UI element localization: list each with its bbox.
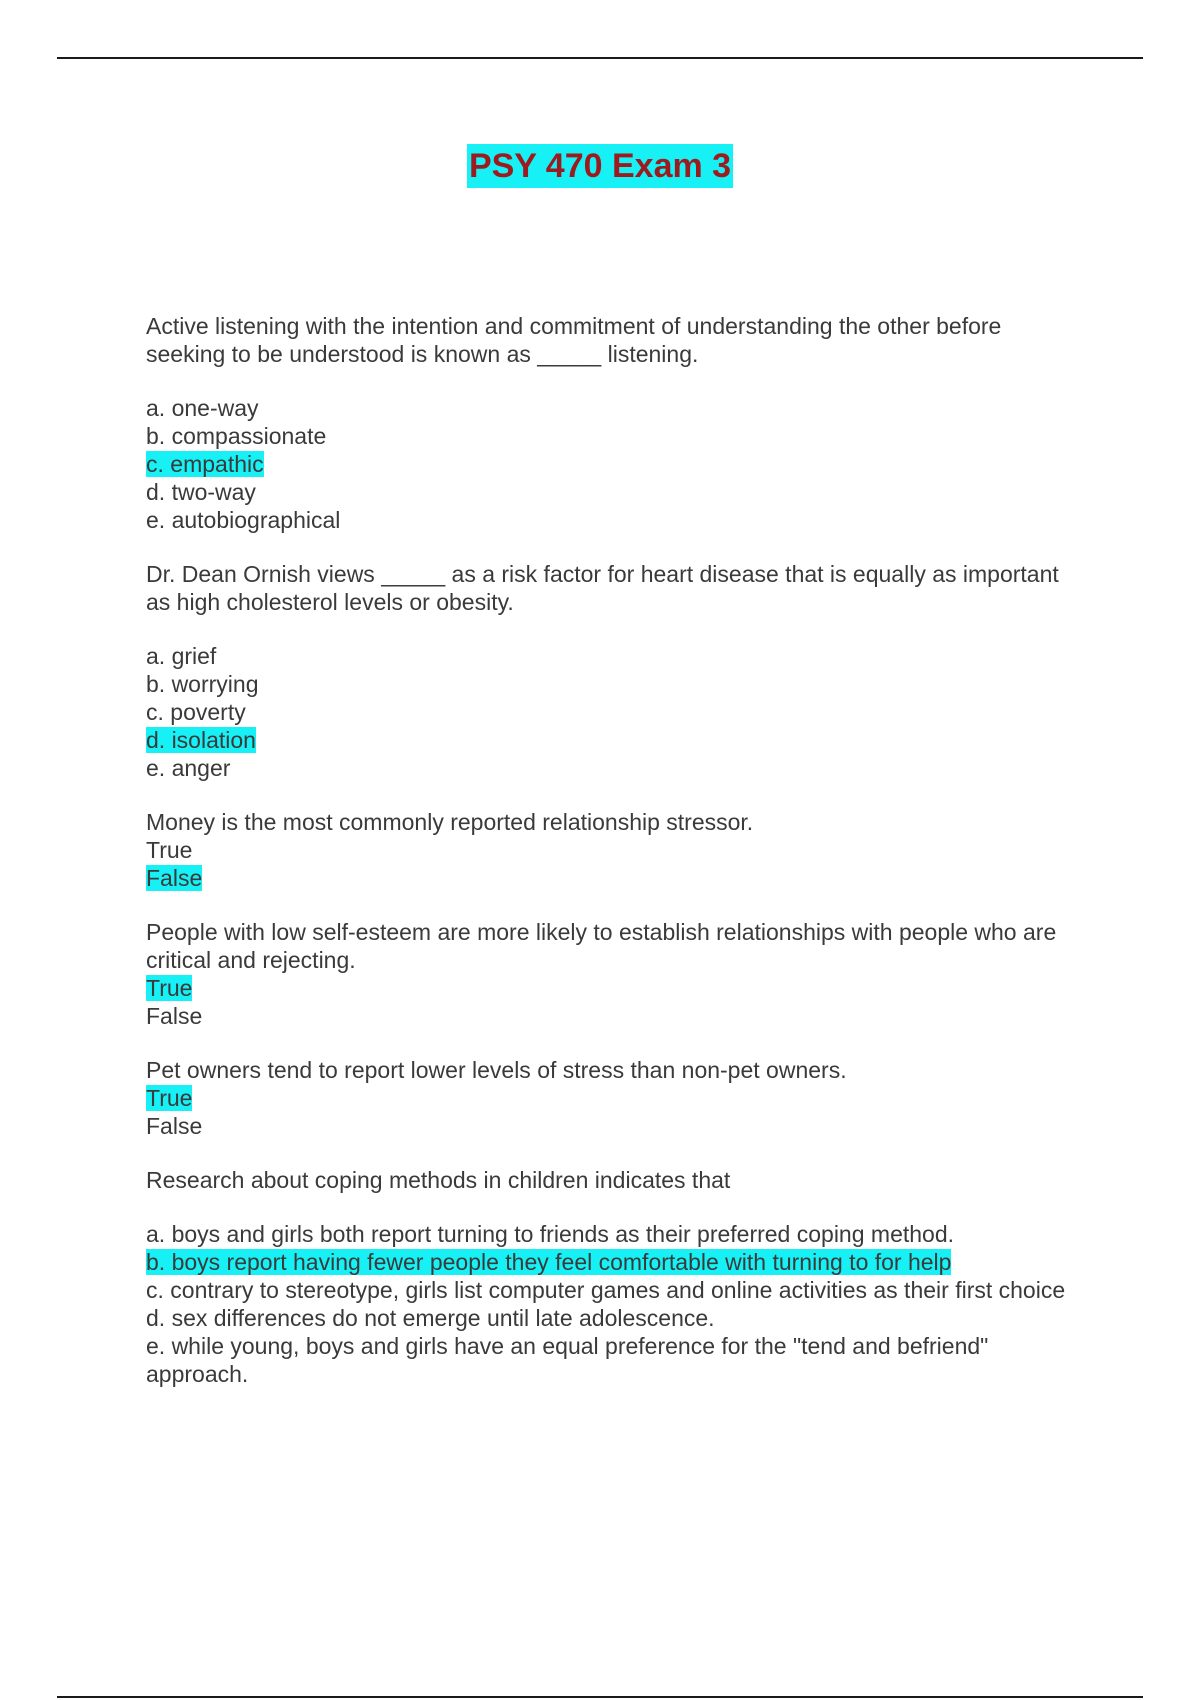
answer-highlight: d. isolation [146,727,256,753]
option-true-correct [146,1084,1081,1112]
option-c-correct [146,450,1081,478]
question-5-options [146,1084,1081,1140]
question-2-stem: Dr. Dean Ornish views _____ as a risk factor for heart disease that is equally as important as high cholesterol levels or obesity. [146,561,1059,615]
option-b-correct [146,1248,1081,1276]
answer-highlight: False [146,865,203,891]
option-b: b. worrying [146,671,259,697]
option-e: e. while young, boys and girls have an equal preference for the "tend and befriend" approach. [146,1333,989,1387]
option-false-correct [146,864,1081,892]
answer-highlight: b. boys report having fewer people they feel comfortable with turning to for help [146,1249,952,1275]
option-false: False [146,1003,203,1029]
question-4-stem: People with low self-esteem are more likely to establish relationships with people who are critical and rejecting. [146,919,1057,973]
option-true: True [146,837,193,863]
option-e: e. autobiographical [146,507,341,533]
question-2-options [146,642,1081,782]
question-6-stem: Research about coping methods in children indicates that [146,1167,731,1193]
answer-highlight: c. empathic [146,451,264,477]
bottom-rule [57,1696,1143,1698]
exam-content [146,312,1081,1388]
option-c: c. poverty [146,699,246,725]
answer-highlight: True [146,975,193,1001]
answer-highlight: True [146,1085,193,1111]
option-d: d. two-way [146,479,256,505]
question-3 [146,808,1081,892]
question-4-options [146,974,1081,1030]
question-1 [146,312,1081,534]
page-title: PSY 470 Exam 3 [467,144,733,188]
question-3-stem: Money is the most commonly reported relationship stressor. [146,809,754,835]
option-false: False [146,1113,203,1139]
option-a: a. boys and girls both report turning to friends as their preferred coping method. [146,1221,955,1247]
option-a: a. one-way [146,395,259,421]
question-6 [146,1166,1081,1388]
option-a: a. grief [146,643,217,669]
title-container [0,144,1200,188]
question-1-stem: Active listening with the intention and commitment of understanding the other before seeking to be understood is known as _____ listening. [146,313,1002,367]
option-d: d. sex differences do not emerge until late adolescence. [146,1305,715,1331]
option-true-correct [146,974,1081,1002]
question-5-stem: Pet owners tend to report lower levels of stress than non-pet owners. [146,1057,847,1083]
question-6-options [146,1220,1081,1388]
question-2 [146,560,1081,782]
option-b: b. compassionate [146,423,327,449]
top-rule [57,57,1143,59]
question-1-options [146,394,1081,534]
question-5 [146,1056,1081,1140]
option-e: e. anger [146,755,231,781]
question-4 [146,918,1081,1030]
question-3-options [146,836,1081,892]
option-d-correct [146,726,1081,754]
option-c: c. contrary to stereotype, girls list computer games and online activities as their first choice [146,1277,1066,1303]
